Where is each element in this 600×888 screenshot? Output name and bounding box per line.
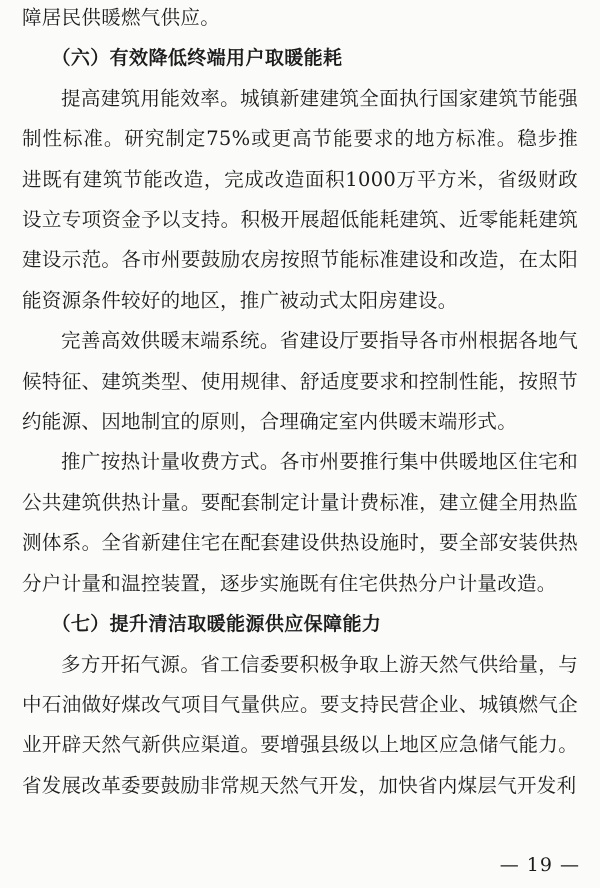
paragraph-heat-metering: 推广按热计量收费方式。各市州要推行集中供暖地区住宅和公共建筑供热计量。要配套制定计量计费标准，建立健全用热监测体系。全省新建住宅在配套建设供热设施时，要全部安装供热分户计量和温控装置，逐步实施既有住宅供热分户计量改造。 — [22, 450, 578, 595]
continuation-text: 障居民供暖燃气供应。 — [22, 6, 221, 29]
page-number: — 19 — — [499, 854, 580, 876]
section-7-heading: （七）提升清洁取暖能源供应保障能力 — [51, 613, 382, 636]
section-6-heading: （六）有效降低终端用户取暖能耗 — [51, 47, 343, 70]
paragraph-heating-terminal: 完善高效供暖末端系统。省建设厅要指导各市州根据各地气候特征、建筑类型、使用规律、舒适度要求和控制性能，按照节约能源、因地制宜的原则，合理确定室内供暖末端形式。 — [22, 329, 578, 434]
paragraph-gas-supply: 多方开拓气源。省工信委要积极争取上游天然气供给量，与中石油做好煤改气项目气量供应。要支持民营企业、城镇燃气企业开辟天然气新供应渠道。要增强县级以上地区应急储气能力。省发展改革委要鼓励非常规天然气开发，加快省内煤层气开发利 — [22, 652, 578, 797]
paragraph-building-efficiency: 提高建筑用能效率。城镇新建建筑全面执行国家建筑节能强制性标准。研究制定75%或更高节能要求的地方标准。稳步推进既有建筑节能改造，完成改造面积1000万平方米，省级财政设立专项资金予以支持。积极开展超低能耗建筑、近零能耗建筑建设示范。各市州要鼓励农房按照节能标准建设和改造，在太阳能资源条件较好的地区，推广被动式太阳房建设。 — [22, 86, 578, 312]
